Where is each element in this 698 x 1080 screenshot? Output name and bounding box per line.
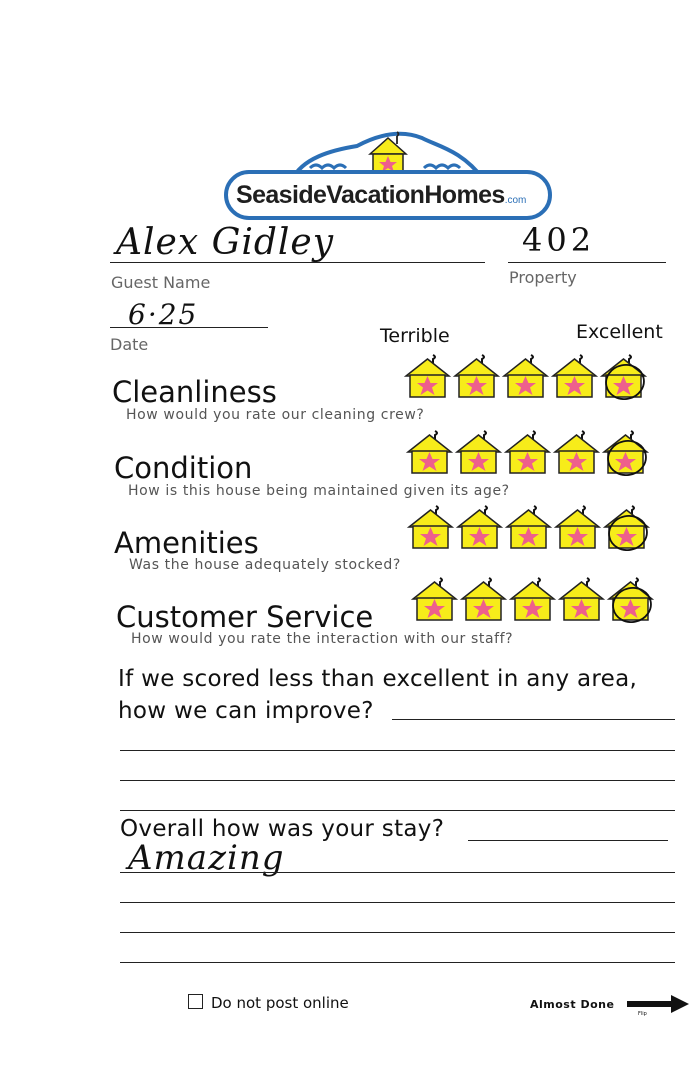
property-line: [508, 262, 666, 263]
house-rating-icon[interactable]: [405, 430, 454, 476]
improve-answer-line[interactable]: [120, 750, 675, 751]
overall-answer-line[interactable]: [468, 840, 668, 841]
improve-answer-line[interactable]: [120, 810, 675, 811]
house-rating-icon[interactable]: [550, 354, 599, 400]
house-rating-icon[interactable]: [552, 430, 601, 476]
arrow-right-icon[interactable]: [627, 993, 691, 1015]
house-rating-icon[interactable]: [406, 505, 455, 551]
house-rating-icon-selected[interactable]: [606, 577, 655, 623]
house-rating-icon-selected[interactable]: [599, 354, 648, 400]
house-rating-icon[interactable]: [454, 430, 503, 476]
category-question: How would you rate our cleaning crew?: [126, 407, 425, 423]
scale-low-label: Terrible: [380, 325, 450, 347]
property-label: Property: [509, 268, 577, 287]
date-line: [110, 327, 268, 328]
guest-name-value[interactable]: Alex Gidley: [116, 222, 335, 263]
house-rating-icon-selected[interactable]: [602, 505, 651, 551]
house-rating-icon[interactable]: [503, 430, 552, 476]
date-value[interactable]: 6·25: [128, 298, 199, 331]
house-rating-icon[interactable]: [403, 354, 452, 400]
category-question: How would you rate the interaction with our staff?: [131, 631, 514, 647]
improve-question-line1: If we scored less than excellent in any area,: [118, 666, 638, 692]
scale-high-label: Excellent: [576, 321, 663, 343]
improve-answer-line[interactable]: [120, 780, 675, 781]
category-title: Cleanliness: [112, 375, 277, 409]
category-title: Customer Service: [116, 600, 374, 634]
house-rating-icon[interactable]: [410, 577, 459, 623]
house-rating-icon[interactable]: [508, 577, 557, 623]
house-rating-icon[interactable]: [553, 505, 602, 551]
almost-done-label: Almost Done: [530, 998, 615, 1011]
brand-suffix: .com: [504, 195, 527, 206]
date-label: Date: [110, 335, 149, 354]
house-rating-icon[interactable]: [455, 505, 504, 551]
guest-name-line: [110, 262, 485, 263]
rating-stars[interactable]: [406, 505, 651, 551]
house-rating-icon[interactable]: [459, 577, 508, 623]
overall-question: Overall how was your stay?: [120, 816, 445, 842]
overall-answer-line[interactable]: [120, 962, 675, 963]
house-rating-icon-selected[interactable]: [601, 430, 650, 476]
category-title: Condition: [114, 451, 253, 485]
category-title: Amenities: [114, 526, 259, 560]
house-rating-icon[interactable]: [504, 505, 553, 551]
house-rating-icon[interactable]: [557, 577, 606, 623]
brand-name: SeasideVacationHomes: [236, 181, 505, 209]
improve-answer-line[interactable]: [392, 719, 675, 720]
improve-question-line2: how we can improve?: [118, 698, 374, 724]
rating-stars[interactable]: [410, 577, 655, 623]
do-not-post-checkbox[interactable]: [188, 994, 203, 1009]
overall-answer-line[interactable]: [120, 932, 675, 933]
overall-answer-line[interactable]: [120, 902, 675, 903]
category-question: Was the house adequately stocked?: [129, 557, 401, 573]
brand-logo: [222, 128, 554, 222]
overall-answer[interactable]: Amazing: [128, 838, 285, 878]
rating-stars[interactable]: [405, 430, 650, 476]
category-question: How is this house being maintained given its age?: [128, 483, 510, 499]
house-rating-icon[interactable]: [501, 354, 550, 400]
flip-label: Flip: [638, 1011, 647, 1017]
do-not-post-label: Do not post online: [211, 994, 349, 1012]
property-value[interactable]: 402: [522, 221, 596, 259]
guest-name-label: Guest Name: [111, 273, 211, 292]
house-rating-icon[interactable]: [452, 354, 501, 400]
rating-stars[interactable]: [403, 354, 648, 400]
overall-answer-line[interactable]: [120, 872, 675, 873]
